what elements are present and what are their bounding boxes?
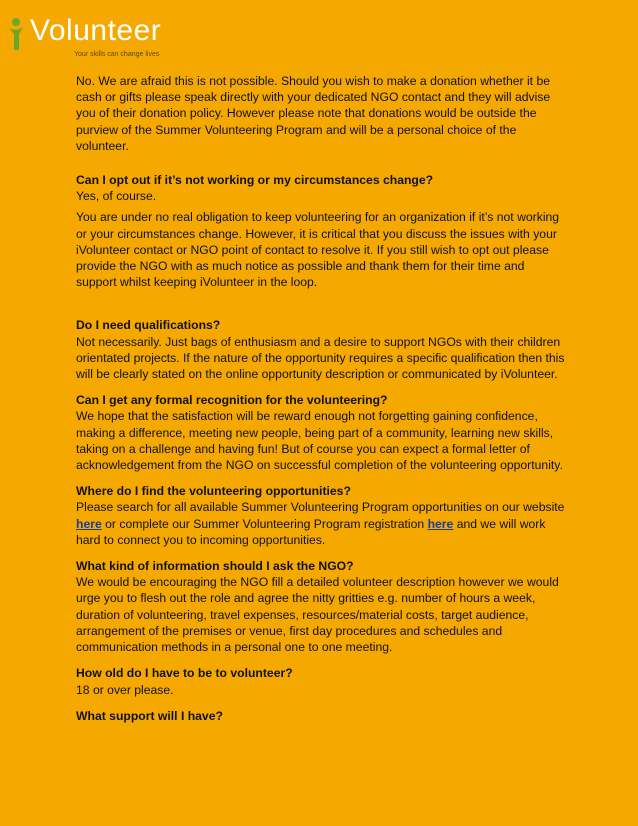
answer-recognition: We hope that the satisfaction will be reward enough not forgetting gaining confidence, making a difference, meeting new people, being part of a community, learning new skills, taking on a challenge and having fun! But of course you can expect a formal letter of acknowledgement from the NGO on successful completion of the volunteering opportunity.: [76, 409, 563, 473]
question-opt-out: Can I opt out if it’s not working or my circumstances change?: [76, 173, 434, 188]
answer-opt-out-short: Yes, of course.: [76, 189, 157, 204]
answer-opt-out: You are under no real obligation to keep volunteering for an organization if it’s not working or your circumstances change. However, it is critical that you discuss the issues with your iVolunteer contact or NGO point of contact to resolve it. If you still wish to opt out please provide the NGO with as much notice as possible and thank them for their time and support whilst keeping iVolunteer in the loop.: [76, 210, 560, 290]
logo-tagline: Your skills can change lives: [74, 51, 160, 58]
question-age: How old do I have to be to volunteer?: [76, 666, 293, 681]
faq-content: [76, 73, 566, 724]
answer-find-opportunities: [76, 499, 566, 548]
logo-figure-icon: [6, 14, 28, 54]
answer-text-part: Please search for all available Summer Volunteering Program opportunities on our website: [76, 500, 565, 515]
website-link[interactable]: here: [76, 516, 102, 531]
answer-text-part: or complete our Summer Volunteering Program registration: [101, 516, 428, 531]
question-qualifications: Do I need qualifications?: [76, 318, 221, 333]
logo-wordmark: Volunteer: [30, 14, 162, 47]
answer-ngo-info: We would be encouraging the NGO fill a detailed volunteer description however we would urge you to flesh out the role and agree the nitty gritties e.g. number of hours a week, duration of volunteering, travel expenses, resources/material costs, target audience, arrangement of the premises or venue, first day procedures and schedules and communication methods in a personal one to one meeting.: [76, 575, 559, 655]
ivolunteer-logo: [6, 10, 206, 60]
question-find-opportunities: Where do I find the volunteering opportunities?: [76, 484, 351, 499]
answer-age: 18 or over please.: [76, 682, 174, 697]
answer-qualifications: Not necessarily. Just bags of enthusiasm and a desire to support NGOs with their children orientated projects. If the nature of the opportunity requires a specific qualification then this will be clearly stated on the online opportunity description or communicated by iVolunteer.: [76, 334, 565, 382]
question-recognition: Can I get any formal recognition for the volunteering?: [76, 393, 388, 408]
question-support: What support will I have?: [76, 708, 223, 723]
registration-link[interactable]: here: [427, 516, 454, 531]
intro-answer: No. We are afraid this is not possible. Should you wish to make a donation whether it be cash or gifts please speak directly with your dedicated NGO contact and they will advise you of their donation policy. However please note that donations would be outside the purview of the Summer Volunteering Program and will be a personal choice of the volunteer.: [76, 74, 551, 153]
question-ngo-info: What kind of information should I ask the NGO?: [76, 559, 354, 574]
answer-text-part: and we will work hard to connect you to incoming opportunities.: [76, 516, 546, 547]
